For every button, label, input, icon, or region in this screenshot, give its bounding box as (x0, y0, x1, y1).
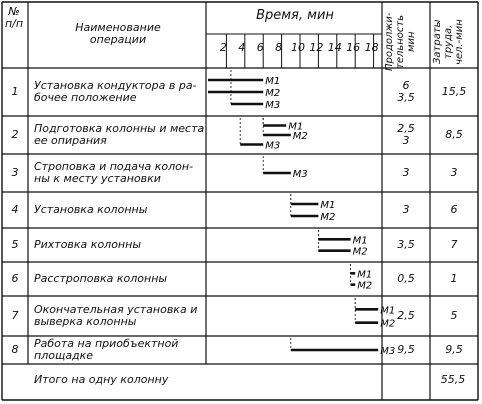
crew-label: M1 (357, 269, 373, 281)
tick-label: 14 (327, 41, 342, 54)
operation-name: Окончательная установка и выверка колонны (34, 303, 198, 328)
labor-value: 8,5 (445, 128, 463, 141)
tick-label: 10 (291, 41, 305, 54)
operation-name: Работа на приобъектной площадке (34, 337, 179, 362)
row-number: 2 (11, 128, 19, 141)
tick-label: 16 (346, 41, 361, 54)
crew-label: M1 (288, 121, 304, 133)
total-labor: 55,5 (440, 373, 466, 386)
crew-label: M3 (265, 100, 281, 111)
crew-label: M2 (320, 212, 336, 223)
operation-name: Подготовка колонны и места ее опирания (34, 122, 205, 147)
row-number: 7 (11, 309, 19, 322)
duration-value: 2,5 3 (397, 122, 415, 147)
crew-label: M2 (357, 280, 373, 292)
operation-name: Установка колонны (34, 203, 148, 216)
tick-label: 4 (238, 41, 246, 54)
duration-value: 3 (402, 166, 410, 179)
labor-value: 1 (450, 272, 458, 285)
crew-label: M3 (292, 169, 308, 180)
tick-label: 12 (309, 41, 324, 54)
tick-label: 6 (256, 41, 264, 54)
labor-value: 15,5 (441, 85, 467, 98)
col-header-number: № п/п (4, 5, 24, 30)
crew-label: M3 (380, 346, 396, 357)
col-header-labor: Затраты труда, чел.-мин (432, 19, 465, 65)
tick-label: 2 (219, 41, 227, 54)
duration-value: 3 (402, 203, 410, 216)
labor-value: 5 (450, 309, 458, 322)
row-number: 6 (11, 272, 19, 285)
operation-name: Рихтовка колонны (34, 238, 141, 251)
operation-name: Строповка и подача колон- ны к месту установки (34, 160, 194, 185)
crew-label: M1 (265, 76, 281, 87)
row-number: 8 (11, 343, 19, 356)
duration-value: 2,5 (397, 309, 415, 322)
row-number: 3 (11, 166, 19, 179)
col-header-time: Время, мин (256, 8, 334, 23)
crew-label: M3 (265, 140, 281, 152)
crew-label: M1 (320, 200, 336, 211)
labor-value: 6 (450, 203, 458, 216)
row-number: 4 (11, 203, 19, 216)
col-header-operation: Наименование операции (75, 21, 161, 46)
labor-value: 7 (450, 238, 458, 251)
crew-label: M2 (352, 246, 368, 258)
operation-name: Установка кондуктора в ра- бочее положение (34, 79, 197, 104)
labor-value: 9,5 (445, 343, 463, 356)
duration-value: 9,5 (397, 343, 415, 356)
row-number: 1 (11, 85, 19, 98)
duration-value: 3,5 (397, 238, 415, 251)
labor-value: 3 (450, 166, 458, 179)
crew-label: M2 (380, 318, 396, 330)
tick-label: 8 (275, 41, 283, 54)
duration-value: 0,5 (397, 272, 415, 285)
crew-label: M2 (292, 131, 308, 142)
total-label: Итого на одну колонну (34, 373, 169, 386)
crew-label: M1 (352, 235, 368, 247)
crew-label: M2 (265, 88, 281, 99)
duration-value: 6 3,5 (397, 79, 415, 104)
row-number: 5 (11, 238, 19, 251)
col-header-duration: Продолжи- тельность мин (384, 12, 417, 72)
operation-name: Расстроповка колонны (34, 272, 168, 285)
tick-label: 18 (364, 41, 379, 54)
crew-label: M1 (380, 305, 396, 317)
